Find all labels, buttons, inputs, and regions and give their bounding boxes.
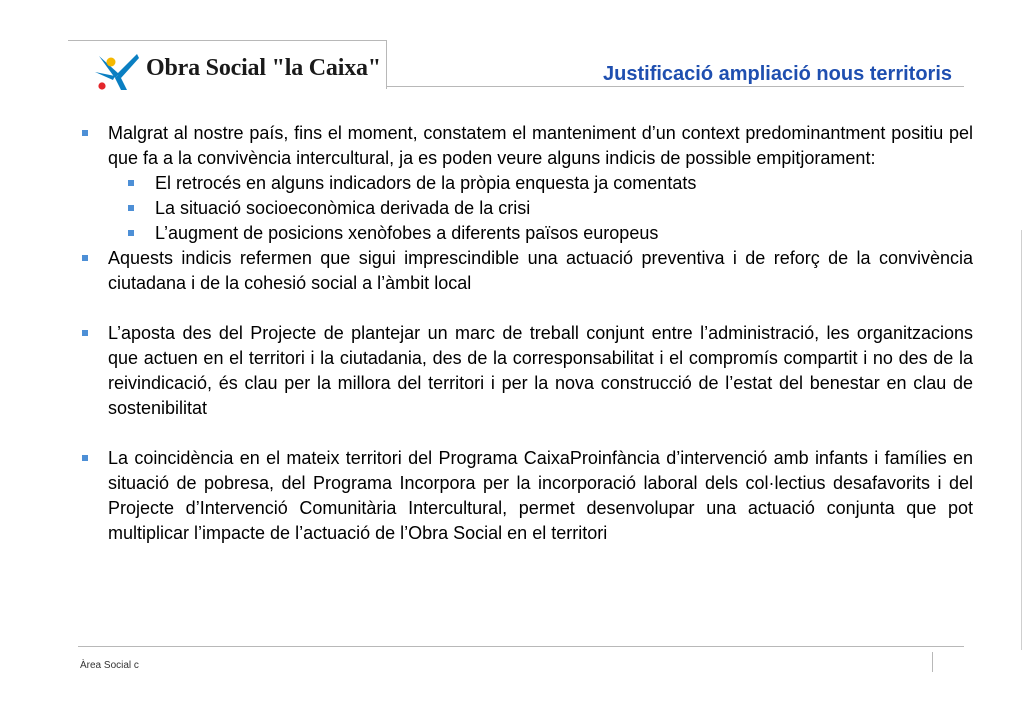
- sub-bullet-text: El retrocés en alguns indicadors de la pròpia enquesta ja comentats: [155, 173, 697, 193]
- bullet-text: Malgrat al nostre país, fins el moment, constatem el manteniment d’un context predominantment positiu pel que fa a la convivència intercultural, ja es poden veure alguns indicis de possible empitjorament:: [108, 123, 973, 168]
- sub-bullet-text: La situació socioeconòmica derivada de la crisi: [155, 198, 531, 218]
- square-bullet-icon: [128, 205, 134, 211]
- footer-divider: [932, 652, 933, 672]
- bullet-text: Aquests indicis refermen que sigui imprescindible una actuació preventiva i de reforç de la convivència ciutadana i de la cohesió social a l’àmbit local: [108, 248, 973, 293]
- square-bullet-icon: [82, 455, 88, 461]
- sub-bullet-item: [80, 221, 973, 246]
- bullet-item: [80, 321, 973, 421]
- bullet-text: L’aposta des del Projecte de plantejar un marc de treball conjunt entre l’administració, les organitzacions que actuen en el territori i la ciutadania, des de la corresponsabilitat i el compromís compartit i no des de la reivindicació, és clau per la millora del territori i per la nova construcció de l’estat del benestar en clau de sostenibilitat: [108, 323, 973, 418]
- logo-text: Obra Social "la Caixa": [146, 55, 381, 81]
- bullet-item: [80, 121, 973, 171]
- bullet-item: [80, 446, 973, 546]
- square-bullet-icon: [128, 180, 134, 186]
- square-bullet-icon: [82, 130, 88, 136]
- square-bullet-icon: [82, 330, 88, 336]
- slide-content: [80, 121, 973, 546]
- header-rule: [386, 86, 964, 87]
- footer-rule: [78, 646, 964, 647]
- la-caixa-star-logo-icon: [93, 52, 141, 92]
- bullet-item: [80, 246, 973, 296]
- page-title: Justificació ampliació nous territoris: [603, 63, 952, 85]
- square-bullet-icon: [128, 230, 134, 236]
- bullet-text: La coincidència en el mateix territori del Programa CaixaProinfància d’intervenció amb infants i famílies en situació de pobresa, del Programa Incorpora per la incorporació laboral dels col·lectius desafavorits i del Projecte d’Intervenció Comunitària Intercultural, permet desenvolupar una actuació conjunta que pot multiplicar l’impacte de l’actuació de l’Obra Social en el territori: [108, 448, 973, 543]
- sub-bullet-item: [80, 196, 973, 221]
- footer-text: Àrea Social c: [80, 660, 139, 671]
- sub-bullet-text: L’augment de posicions xenòfobes a diferents països europeus: [155, 223, 659, 243]
- page-edge-line: [1021, 230, 1022, 650]
- square-bullet-icon: [82, 255, 88, 261]
- sub-bullet-item: [80, 171, 973, 196]
